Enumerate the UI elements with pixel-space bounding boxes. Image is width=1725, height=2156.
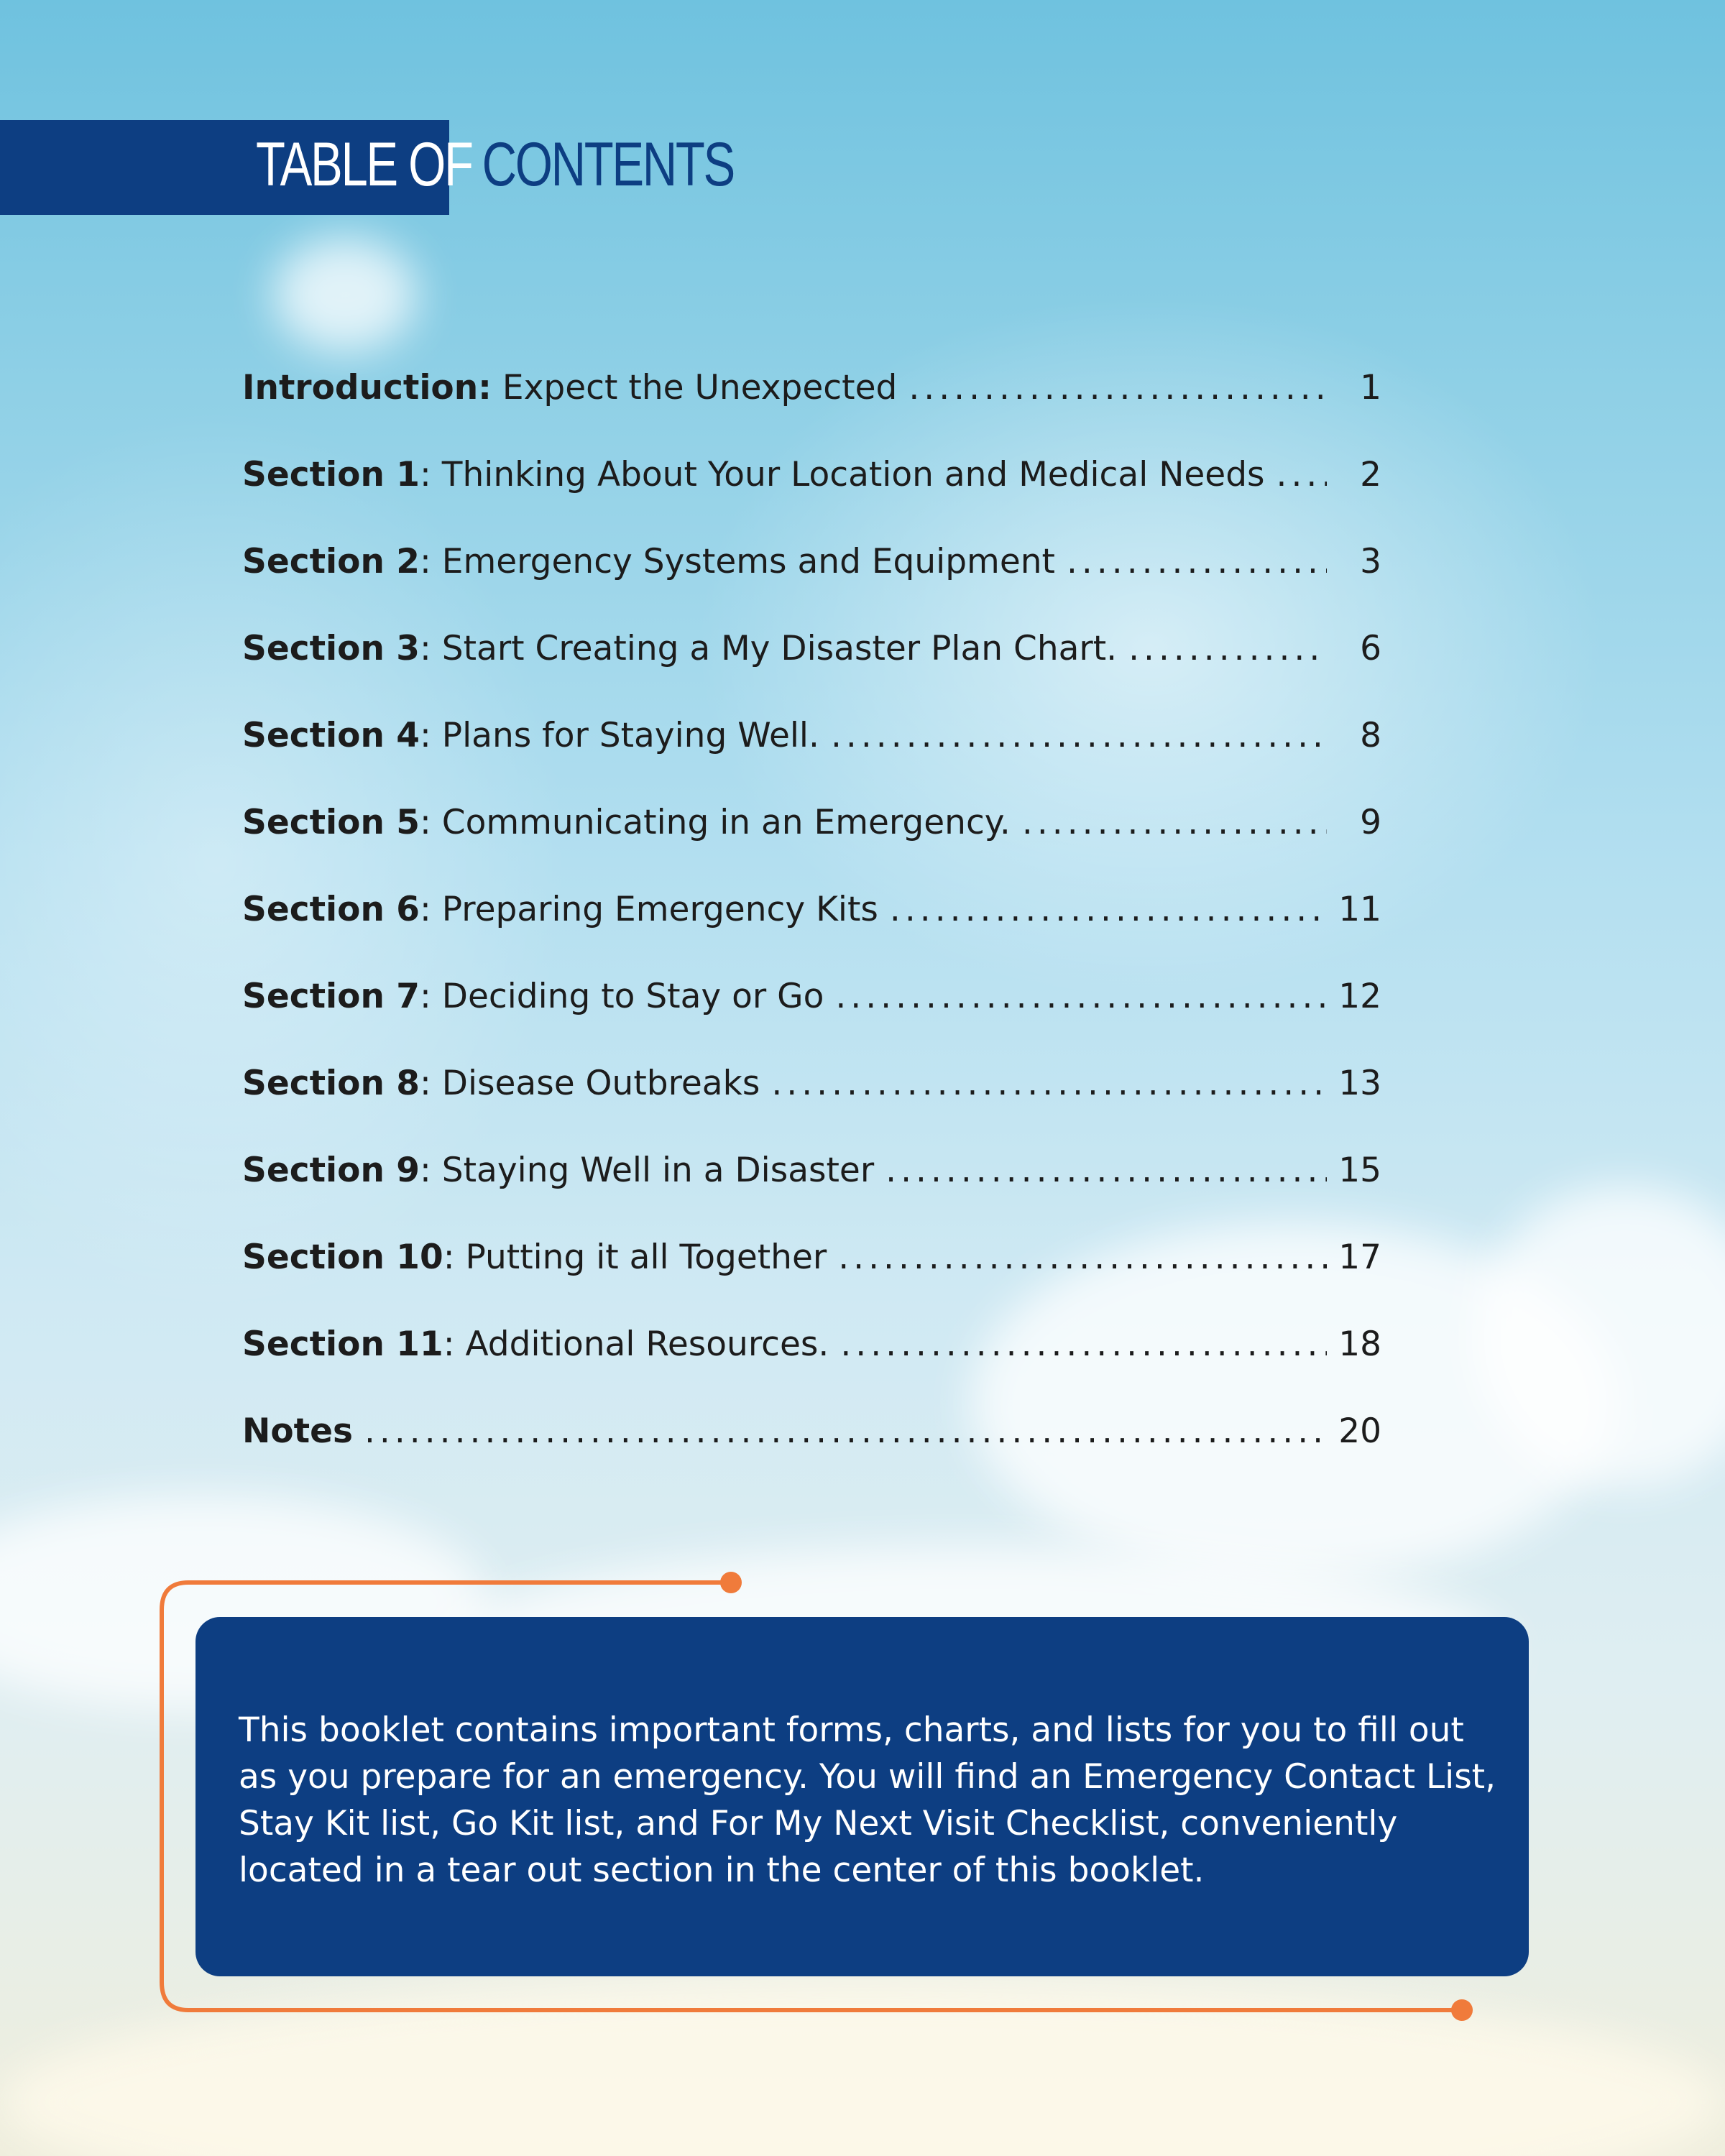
page-title-part2: CONTENTS bbox=[482, 130, 734, 199]
toc-page-number: 9 bbox=[1360, 803, 1381, 842]
toc-entry-bold: Section 5 bbox=[242, 803, 420, 842]
toc-entry-title: : Disease Outbreaks bbox=[419, 1064, 760, 1103]
toc-page-number: 20 bbox=[1338, 1411, 1381, 1451]
toc-leader-dots bbox=[831, 716, 1327, 755]
toc-entry-label bbox=[242, 890, 878, 929]
toc-entry-label bbox=[242, 542, 1055, 581]
toc-entry-title: : Communicating in an Emergency. bbox=[419, 803, 1011, 842]
toc-entry-label bbox=[242, 1411, 353, 1451]
toc-leader-dots bbox=[1128, 629, 1327, 668]
toc-entry-title: : Staying Well in a Disaster bbox=[419, 1151, 875, 1190]
toc-entry[interactable] bbox=[242, 542, 1381, 629]
toc-entry-bold: Section 3 bbox=[242, 629, 420, 668]
toc-leader-dots bbox=[364, 1411, 1327, 1451]
toc-entry-label bbox=[242, 455, 1265, 494]
toc-entry-title: : Plans for Staying Well. bbox=[419, 716, 819, 755]
toc-entry-bold: Section 10 bbox=[242, 1238, 443, 1277]
toc-leader-dots bbox=[1276, 455, 1327, 494]
toc-entry-label bbox=[242, 803, 1011, 842]
toc-entry[interactable] bbox=[242, 803, 1381, 890]
toc-page-number: 12 bbox=[1338, 977, 1381, 1016]
toc-entry-title: : Emergency Systems and Equipment bbox=[419, 542, 1055, 581]
toc-entry-label bbox=[242, 1151, 874, 1190]
toc-entry-title: Expect the Unexpected bbox=[491, 368, 898, 407]
toc-entry-title: : Start Creating a My Disaster Plan Chart. bbox=[419, 629, 1118, 668]
toc-entry[interactable] bbox=[242, 368, 1381, 455]
toc-page-number: 8 bbox=[1360, 716, 1381, 755]
toc-page-number: 11 bbox=[1338, 890, 1381, 929]
toc-entry-title: : Putting it all Together bbox=[443, 1238, 827, 1277]
toc-leader-dots bbox=[890, 890, 1327, 929]
toc-leader-dots bbox=[886, 1151, 1327, 1190]
toc-entry[interactable] bbox=[242, 629, 1381, 716]
toc-page-number: 18 bbox=[1338, 1325, 1381, 1364]
toc-leader-dots bbox=[908, 368, 1327, 407]
toc-entry-bold: Section 9 bbox=[242, 1151, 420, 1190]
toc-entry-label bbox=[242, 716, 819, 755]
table-of-contents bbox=[242, 368, 1381, 1498]
toc-entry-bold: Introduction: bbox=[242, 368, 492, 407]
toc-entry-title: : Thinking About Your Location and Medical Needs bbox=[419, 455, 1265, 494]
cloud bbox=[273, 237, 417, 352]
toc-entry[interactable] bbox=[242, 716, 1381, 803]
toc-page-number: 6 bbox=[1360, 629, 1381, 668]
toc-leader-dots bbox=[1022, 803, 1327, 842]
toc-entry-bold: Notes bbox=[242, 1411, 353, 1451]
toc-entry-bold: Section 11 bbox=[242, 1325, 443, 1364]
toc-entry[interactable] bbox=[242, 1151, 1381, 1238]
toc-entry-bold: Section 8 bbox=[242, 1064, 420, 1103]
toc-entry-label bbox=[242, 1238, 827, 1277]
toc-entry-title: : Additional Resources. bbox=[443, 1325, 829, 1364]
toc-entry[interactable] bbox=[242, 1411, 1381, 1498]
toc-entry[interactable] bbox=[242, 890, 1381, 977]
toc-entry-label bbox=[242, 977, 824, 1016]
toc-entry-bold: Section 2 bbox=[242, 542, 420, 581]
toc-entry-label bbox=[242, 629, 1117, 668]
toc-page-number: 1 bbox=[1360, 368, 1381, 407]
toc-entry-bold: Section 1 bbox=[242, 455, 420, 494]
toc-entry-label bbox=[242, 368, 897, 407]
toc-entry-label bbox=[242, 1325, 829, 1364]
toc-leader-dots bbox=[840, 1325, 1327, 1364]
toc-entry[interactable] bbox=[242, 1064, 1381, 1151]
toc-page-number: 13 bbox=[1338, 1064, 1381, 1103]
info-callout-text: This booklet contains important forms, charts, and lists for you to fill out as you prepare for an emergency. You will find an Emergency Contact List, Stay Kit list, Go Kit list, and For My Next Visit Checklist, conveniently located in a tear out section in the center of this booklet. bbox=[239, 1710, 1496, 1890]
toc-entry-label bbox=[242, 1064, 760, 1103]
toc-entry[interactable] bbox=[242, 977, 1381, 1064]
toc-entry-bold: Section 4 bbox=[242, 716, 420, 755]
cloud bbox=[0, 1976, 1725, 2156]
info-callout bbox=[196, 1617, 1529, 1976]
toc-page-number: 3 bbox=[1360, 542, 1381, 581]
toc-entry-title: : Preparing Emergency Kits bbox=[419, 890, 878, 929]
toc-entry-bold: Section 7 bbox=[242, 977, 420, 1016]
toc-entry[interactable] bbox=[242, 455, 1381, 542]
toc-leader-dots bbox=[835, 977, 1327, 1016]
toc-leader-dots bbox=[838, 1238, 1327, 1277]
toc-page-number: 15 bbox=[1338, 1151, 1381, 1190]
toc-entry-title: : Deciding to Stay or Go bbox=[419, 977, 824, 1016]
toc-entry-bold: Section 6 bbox=[242, 890, 420, 929]
toc-entry[interactable] bbox=[242, 1238, 1381, 1325]
toc-leader-dots bbox=[1067, 542, 1327, 581]
toc-entry[interactable] bbox=[242, 1325, 1381, 1411]
toc-page-number: 2 bbox=[1360, 455, 1381, 494]
page-title-part1: TABLE OF bbox=[256, 130, 472, 199]
toc-page-number: 17 bbox=[1338, 1238, 1381, 1277]
toc-leader-dots bbox=[771, 1064, 1327, 1103]
page-title bbox=[256, 130, 734, 199]
